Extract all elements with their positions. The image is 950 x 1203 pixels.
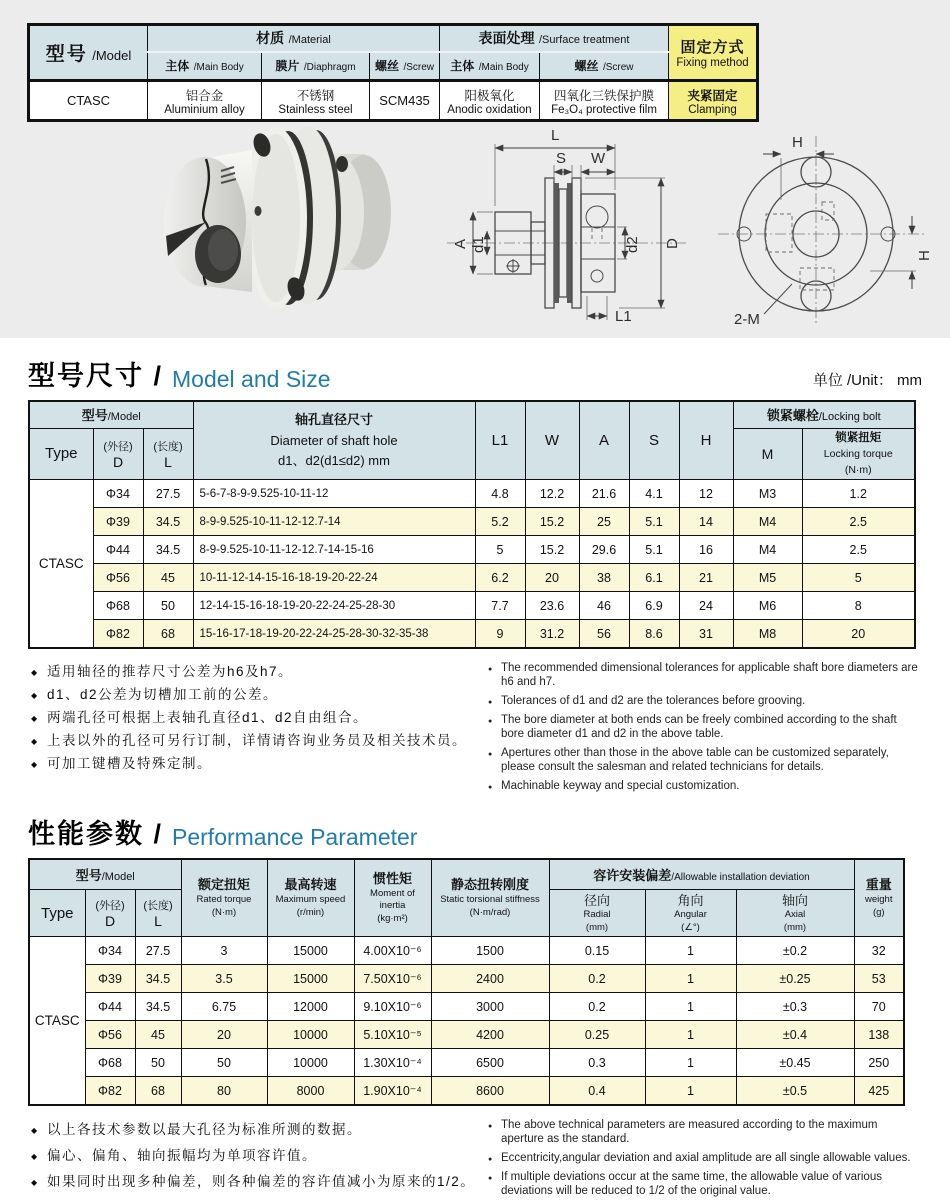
table-cell: 8000: [267, 1077, 354, 1105]
col-header-moment-of-inertia: 惯性矩 Moment of inertia (kg·m²): [354, 859, 431, 937]
table-cell: 10-11-12-14-15-16-18-19-20-22-24: [193, 564, 475, 592]
table-cell: 34.5: [135, 965, 181, 993]
table-cell: 27.5: [143, 480, 193, 508]
size-notes-chinese: [30, 660, 486, 798]
note-item: ● Eccentricity,angular deviation and axial amplitude are all single allowable values.: [486, 1151, 920, 1165]
table-cell: 15-16-17-18-19-20-22-24-25-28-30-32-35-38: [193, 620, 475, 648]
front-view-drawing: [702, 126, 940, 334]
size-section-title-en: Model and Size: [172, 366, 331, 392]
table-cell: 3.5: [181, 965, 267, 993]
table-cell: 20: [525, 564, 579, 592]
table-cell: 0.15: [549, 937, 645, 965]
col-header-weight: 重量 weight (g): [854, 859, 904, 937]
table-cell: Φ82: [85, 1077, 135, 1105]
col-header-main-body: 主体 /Main Body: [148, 52, 262, 81]
cell-diaphragm: 不锈钢 Stainless steel: [262, 81, 370, 121]
table-cell: 12.2: [525, 480, 579, 508]
table-cell: 4.00X10⁻⁶: [354, 937, 431, 965]
col-header-screw: 螺丝 /Screw: [370, 52, 440, 81]
table-cell: 1: [645, 1077, 736, 1105]
perf-notes-chinese: [30, 1117, 486, 1203]
col-header-radial: 径向 Radial (mm): [549, 890, 645, 937]
table-cell: 46: [579, 592, 629, 620]
table-cell: 9: [475, 620, 525, 648]
col-header-type: Type: [29, 890, 85, 937]
col-header-diaphragm: 膜片 /Diaphragm: [262, 52, 370, 81]
note-item: ◆ 两端孔径可根据上表轴孔直径d1、d2自由组合。: [30, 706, 486, 729]
col-header-fixing-method: 固定方式 Fixing method: [669, 25, 758, 81]
table-cell: 8: [802, 592, 915, 620]
table-cell: 1: [645, 965, 736, 993]
table-row: [29, 592, 915, 620]
dim-label-A: A: [452, 238, 469, 249]
dim-label-W: W: [591, 150, 606, 167]
table-cell: 7.50X10⁻⁶: [354, 965, 431, 993]
table-cell: 425: [854, 1077, 904, 1105]
table-row: [29, 508, 915, 536]
table-cell: 3000: [431, 993, 549, 1021]
dim-label-D: D: [664, 238, 681, 249]
table-cell: Φ56: [85, 1021, 135, 1049]
dim-label-S: S: [556, 150, 567, 167]
table-cell: ±0.2: [736, 937, 854, 965]
dim-label-d1: d1: [470, 236, 487, 253]
table-cell: M3: [733, 480, 802, 508]
cell-type: CTASC: [29, 937, 85, 1105]
table-row: [29, 1049, 904, 1077]
table-cell: M4: [733, 508, 802, 536]
table-cell: 45: [135, 1021, 181, 1049]
table-cell: 5: [802, 564, 915, 592]
table-cell: 50: [143, 592, 193, 620]
table-cell: 0.3: [549, 1049, 645, 1077]
table-cell: 5: [475, 536, 525, 564]
col-header-axial: 轴向 Axial (mm): [736, 890, 854, 937]
table-cell: 6.2: [475, 564, 525, 592]
table-cell: 70: [854, 993, 904, 1021]
dim-label-d2: d2: [624, 236, 641, 253]
perf-section-title-en: Performance Parameter: [172, 823, 418, 850]
cell-surface-main: 阳极氧化 Anodic oxidation: [440, 81, 540, 121]
note-item: ● The above technical parameters are measured according to the maximum aperture as the standard.: [486, 1118, 920, 1146]
size-section-header: [28, 354, 922, 393]
table-cell: 0.2: [549, 993, 645, 1021]
table-cell: 53: [854, 965, 904, 993]
col-header-L: (长度) L: [135, 890, 181, 937]
table-cell: 3: [181, 937, 267, 965]
cell-screw: SCM435: [370, 81, 440, 121]
table-cell: M8: [733, 620, 802, 648]
col-header-model: 型号 /Model: [29, 25, 148, 81]
table-cell: 10000: [267, 1049, 354, 1077]
table-cell: 50: [135, 1049, 181, 1077]
col-header-installation-deviation: 容许安装偏差/Allowable installation deviation: [549, 859, 854, 890]
table-cell: 1: [645, 937, 736, 965]
table-cell: 1500: [431, 937, 549, 965]
note-item: ◆ 上表以外的孔径可另行订制，详情请咨询业务员及相关技术员。: [30, 729, 486, 752]
col-header-L1: L1: [475, 401, 525, 480]
table-cell: 7.7: [475, 592, 525, 620]
col-header-material: 材质 /Material: [148, 25, 440, 52]
table-cell: 15.2: [525, 508, 579, 536]
table-cell: 9.10X10⁻⁶: [354, 993, 431, 1021]
table-cell: 15.2: [525, 536, 579, 564]
table-cell: 45: [143, 564, 193, 592]
table-row: [29, 480, 915, 508]
table-cell: 5.10X10⁻⁵: [354, 1021, 431, 1049]
table-cell: Φ82: [93, 620, 143, 648]
table-cell: 29.6: [579, 536, 629, 564]
table-cell: 4.1: [629, 480, 679, 508]
table-cell: 38: [579, 564, 629, 592]
note-item: ◆ 以上各技术参数以最大孔径为标准所测的数据。: [30, 1117, 486, 1143]
col-header-S: S: [629, 401, 679, 480]
table-cell: M5: [733, 564, 802, 592]
table-cell: 6.1: [629, 564, 679, 592]
table-cell: 12-14-15-16-18-19-20-22-24-25-28-30: [193, 592, 475, 620]
top-band: [0, 0, 950, 338]
table-cell: 8-9-9.525-10-11-12-12.7-14-15-16: [193, 536, 475, 564]
model-size-table: [28, 400, 916, 649]
table-cell: 34.5: [143, 536, 193, 564]
table-cell: ±0.3: [736, 993, 854, 1021]
table-cell: 80: [181, 1077, 267, 1105]
table-cell: 0.25: [549, 1021, 645, 1049]
table-cell: 20: [802, 620, 915, 648]
dim-label-H-right: H: [916, 250, 933, 261]
note-item: ◆ 适用轴径的推荐尺寸公差为h6及h7。: [30, 660, 486, 683]
dim-label-2-M: 2-M: [734, 311, 760, 328]
col-header-model: 型号/Model: [29, 401, 193, 428]
table-cell: Φ44: [93, 536, 143, 564]
table-cell: 12: [679, 480, 733, 508]
size-notes-english: [486, 660, 920, 798]
size-notes: [30, 660, 920, 798]
table-cell: 1.2: [802, 480, 915, 508]
col-header-max-speed: 最高转速 Maximum speed (r/min): [267, 859, 354, 937]
col-header-shaft-hole: 轴孔直径尺寸 Diameter of shaft hole d1、d2(d1≤d2) mm: [193, 401, 475, 480]
table-cell: 56: [579, 620, 629, 648]
table-cell: Φ39: [93, 508, 143, 536]
dim-label-H-top: H: [792, 134, 803, 151]
table-cell: Φ68: [93, 592, 143, 620]
note-item: ◆ d1、d2公差为切槽加工前的公差。: [30, 683, 486, 706]
table-cell: 5.1: [629, 536, 679, 564]
col-header-locking-bolt: 锁紧螺栓/Locking bolt: [733, 401, 915, 428]
table-cell: 8600: [431, 1077, 549, 1105]
col-header-rated-torque: 额定扭矩 Rated torque (N·m): [181, 859, 267, 937]
col-header-A: A: [579, 401, 629, 480]
table-cell: 31.2: [525, 620, 579, 648]
col-header-static-torsional-stiffness: 静态扭转刚度 Static torsional stiffness (N·m/rad): [431, 859, 549, 937]
table-cell: 1: [645, 1021, 736, 1049]
side-view-drawing: [435, 120, 700, 334]
table-cell: 16: [679, 536, 733, 564]
table-cell: 25: [579, 508, 629, 536]
cell-model-value: CTASC: [29, 81, 148, 121]
note-item: ● If multiple deviations occur at the same time, the allowable value of various deviations will be reduced to 1/2 of the original value.: [486, 1170, 920, 1198]
perf-section-title-zh: 性能参数 /: [28, 818, 164, 849]
col-header-W: W: [525, 401, 579, 480]
table-cell: 4200: [431, 1021, 549, 1049]
col-header-surface-treatment: 表面处理 /Surface treatment: [440, 25, 669, 52]
table-cell: 21: [679, 564, 733, 592]
performance-table: [28, 858, 905, 1106]
note-item: ◆ 如果同时出现多种偏差，则各种偏差的容许值减小为原来的1/2。: [30, 1169, 486, 1195]
col-header-L: (长度) L: [143, 428, 193, 480]
table-cell: 1: [645, 1049, 736, 1077]
table-cell: 50: [181, 1049, 267, 1077]
table-cell: 2.5: [802, 508, 915, 536]
table-cell: 68: [135, 1077, 181, 1105]
perf-section-header: [28, 812, 922, 851]
table-cell: 24: [679, 592, 733, 620]
table-cell: ±0.25: [736, 965, 854, 993]
col-header-D: (外径) D: [93, 428, 143, 480]
note-item: ◆ 偏心、偏角、轴向振幅均为单项容许值。: [30, 1143, 486, 1169]
col-header-H: H: [679, 401, 733, 480]
size-section-title-zh: 型号尺寸 /: [28, 361, 164, 391]
col-header-angular: 角向 Angular (∠°): [645, 890, 736, 937]
table-cell: 23.6: [525, 592, 579, 620]
table-row: [29, 965, 904, 993]
cell-fixing: 夹紧固定 Clamping: [669, 81, 758, 121]
table-cell: 1: [645, 993, 736, 1021]
table-cell: 14: [679, 508, 733, 536]
note-item: ● Tolerances of d1 and d2 are the tolerances before grooving.: [486, 694, 920, 708]
table-cell: 12000: [267, 993, 354, 1021]
material-spec-table: [27, 23, 759, 122]
table-cell: 4.8: [475, 480, 525, 508]
table-cell: ±0.45: [736, 1049, 854, 1077]
note-item: ● The recommended dimensional tolerances for applicable shaft bore diameters are h6 and h7.: [486, 661, 920, 689]
coupling-product-photo: [110, 118, 430, 332]
table-cell: 0.4: [549, 1077, 645, 1105]
table-cell: 0.2: [549, 965, 645, 993]
table-cell: Φ34: [93, 480, 143, 508]
table-cell: 68: [143, 620, 193, 648]
dim-label-L: L: [551, 127, 560, 144]
table-cell: 6.75: [181, 993, 267, 1021]
col-header-model: 型号/Model: [29, 859, 181, 890]
table-cell: 15000: [267, 937, 354, 965]
col-header-surface-main-body: 主体 /Main Body: [440, 52, 540, 81]
table-cell: 5.1: [629, 508, 679, 536]
table-cell: 34.5: [143, 508, 193, 536]
cell-type: CTASC: [29, 480, 93, 648]
table-cell: 1.30X10⁻⁴: [354, 1049, 431, 1077]
table-cell: ±0.4: [736, 1021, 854, 1049]
table-cell: 250: [854, 1049, 904, 1077]
col-header-D: (外径) D: [85, 890, 135, 937]
note-item: ● The bore diameter at both ends can be freely combined according to the shaft bore diameter d1 and d2 in the above table.: [486, 713, 920, 741]
cell-main-body: 铝合金 Aluminium alloy: [148, 81, 262, 121]
table-row: [29, 937, 904, 965]
table-cell: Φ44: [85, 993, 135, 1021]
table-cell: 20: [181, 1021, 267, 1049]
table-cell: M6: [733, 592, 802, 620]
table-cell: Φ39: [85, 965, 135, 993]
table-row: [29, 1077, 904, 1105]
table-cell: ±0.5: [736, 1077, 854, 1105]
table-cell: 6.9: [629, 592, 679, 620]
table-cell: 6500: [431, 1049, 549, 1077]
col-header-M: M: [733, 428, 802, 480]
table-cell: 34.5: [135, 993, 181, 1021]
table-row: [29, 564, 915, 592]
perf-notes-english: [486, 1117, 920, 1203]
cell-surface-screw: 四氧化三铁保护膜 Fe₃O₄ protective film: [540, 81, 669, 121]
table-cell: 21.6: [579, 480, 629, 508]
note-item: ● Machinable keyway and special customization.: [486, 779, 920, 793]
table-row: [29, 993, 904, 1021]
table-cell: 32: [854, 937, 904, 965]
dim-label-L1: L1: [615, 308, 632, 325]
table-row: [29, 620, 915, 648]
note-item: ◆ 可加工键槽及特殊定制。: [30, 752, 486, 775]
table-cell: Φ56: [93, 564, 143, 592]
table-cell: Φ68: [85, 1049, 135, 1077]
table-cell: 5.2: [475, 508, 525, 536]
unit-label: 单位 /Unit： mm: [812, 372, 922, 389]
table-cell: 10000: [267, 1021, 354, 1049]
table-cell: 1.90X10⁻⁴: [354, 1077, 431, 1105]
col-header-type: Type: [29, 428, 93, 480]
table-cell: 8-9-9.525-10-11-12-12.7-14: [193, 508, 475, 536]
table-cell: Φ34: [85, 937, 135, 965]
note-item: ● Apertures other than those in the above table can be customized separately, please consult the salesman and related technicians for details.: [486, 746, 920, 774]
table-cell: 138: [854, 1021, 904, 1049]
table-cell: M4: [733, 536, 802, 564]
table-cell: 2.5: [802, 536, 915, 564]
table-cell: 31: [679, 620, 733, 648]
col-header-locking-torque: 锁紧扭矩 Locking torque (N·m): [802, 428, 915, 480]
table-row: [29, 1021, 904, 1049]
table-row: [29, 536, 915, 564]
table-cell: 8.6: [629, 620, 679, 648]
col-header-surface-screw: 螺丝 /Screw: [540, 52, 669, 81]
table-cell: 27.5: [135, 937, 181, 965]
perf-notes: [30, 1117, 920, 1203]
table-cell: 15000: [267, 965, 354, 993]
table-cell: 5-6-7-8-9-9.525-10-11-12: [193, 480, 475, 508]
table-cell: 2400: [431, 965, 549, 993]
